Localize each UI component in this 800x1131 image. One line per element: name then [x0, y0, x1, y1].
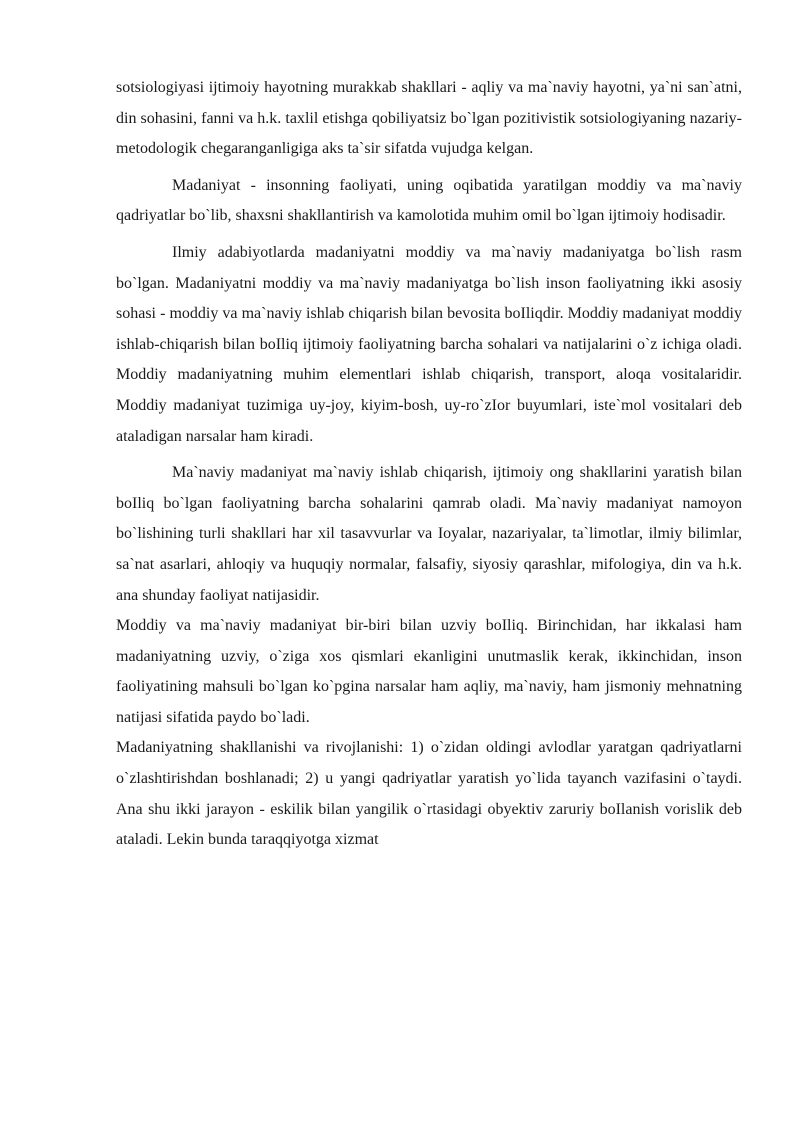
paragraph-spiritual-culture: Ma`naviy madaniyat ma`naviy ishlab chiqarish, ijtimoiy ong shakllarini yaratish bilan boIliq bo`lgan faoliyatning barcha sohalarini qamrab oladi. Ma`naviy madaniyat namoyon bo`lishining turli shakllari har xil tasavvurlar va Ioyalar, nazariyalar, ta`limotlar, ilmiy bilimlar, sa`nat asarlari, ahloqiy va huquqiy normalar, falsafiy, siyosiy qarashlar, mifologiya, din va h.k. ana shunday faoliyat natijasidir.	[116, 464, 742, 604]
paragraph-culture-connection: Moddiy va ma`naviy madaniyat bir-biri bilan uzviy boIliq. Birinchidan, har ikkalasi ham madaniyatning uzviy, o`ziga xos qismlari ekanligini unutmaslik kerak, ikkinchidan, inson faoliyatining mahsuli bo`lgan ko`pgina narsalar ham aqliy, ma`naviy, ham jismoniy mehnatning natijasi sifatida paydo bo`ladi.	[116, 617, 742, 726]
paragraph-sociology-continuation: sotsiologiyasi ijtimoiy hayotning murakkab shakllari - aqliy va ma`naviy hayotni, ya`ni san`atni, din sohasini, fanni va h.k. taxlil etishga qobiliyatsiz bo`lgan pozitivistik sotsiologiyaning nazariy-metodologik chegaranganligiga aks ta`sir sifatda vujudga kelgan.	[116, 79, 742, 158]
paragraph-culture-definition: Madaniyat - insonning faoliyati, uning oqibatida yaratilgan moddiy va ma`naviy qadriyatlar bo`lib, shaxsni shakllantirish va kamolotida muhim omil bo`lgan ijtimoiy hodisadir.	[116, 176, 742, 225]
paragraph-culture-development: Madaniyatning shakllanishi va rivojlanishi: 1) o`zidan oldingi avlodlar yaratgan qadriyatlarni o`zlashtirishdan boshlanadi; 2) u yangi qadriyatlar yaratish yo`lida tayanch vazifasini o`taydi. Ana shu ikki jarayon - eskilik bilan yangilik o`rtasidagi obyektiv zaruriy boIlanish vorislik deb ataladi. Lekin bunda taraqqiyotga xizmat	[116, 739, 742, 849]
paragraph-material-culture: Ilmiy adabiyotlarda madaniyatni moddiy va ma`naviy madaniyatga bo`lish rasm bo`lgan. Madaniyatni moddiy va ma`naviy madaniyatga bo`lish inson faoliyatning ikki asosiy sohasi - moddiy va ma`naviy ishlab chiqarish bilan bevosita boIliqdir. Moddiy madaniyat moddiy ishlab-chiqarish bilan boIliq ijtimoiy faoliyatning barcha sohalari va natijalarini o`z ichiga oladi. Moddiy madaniyatning muhim elementlari ishlab chiqarish, transport, aloqa vositalaridir. Moddiy madaniyat tuzimiga uy-joy, kiyim-bosh, uy-ro`zIor buyumlari, iste`mol vositalari deb ataladigan narsalar ham kiradi.	[116, 243, 742, 445]
document-body	[116, 73, 742, 856]
